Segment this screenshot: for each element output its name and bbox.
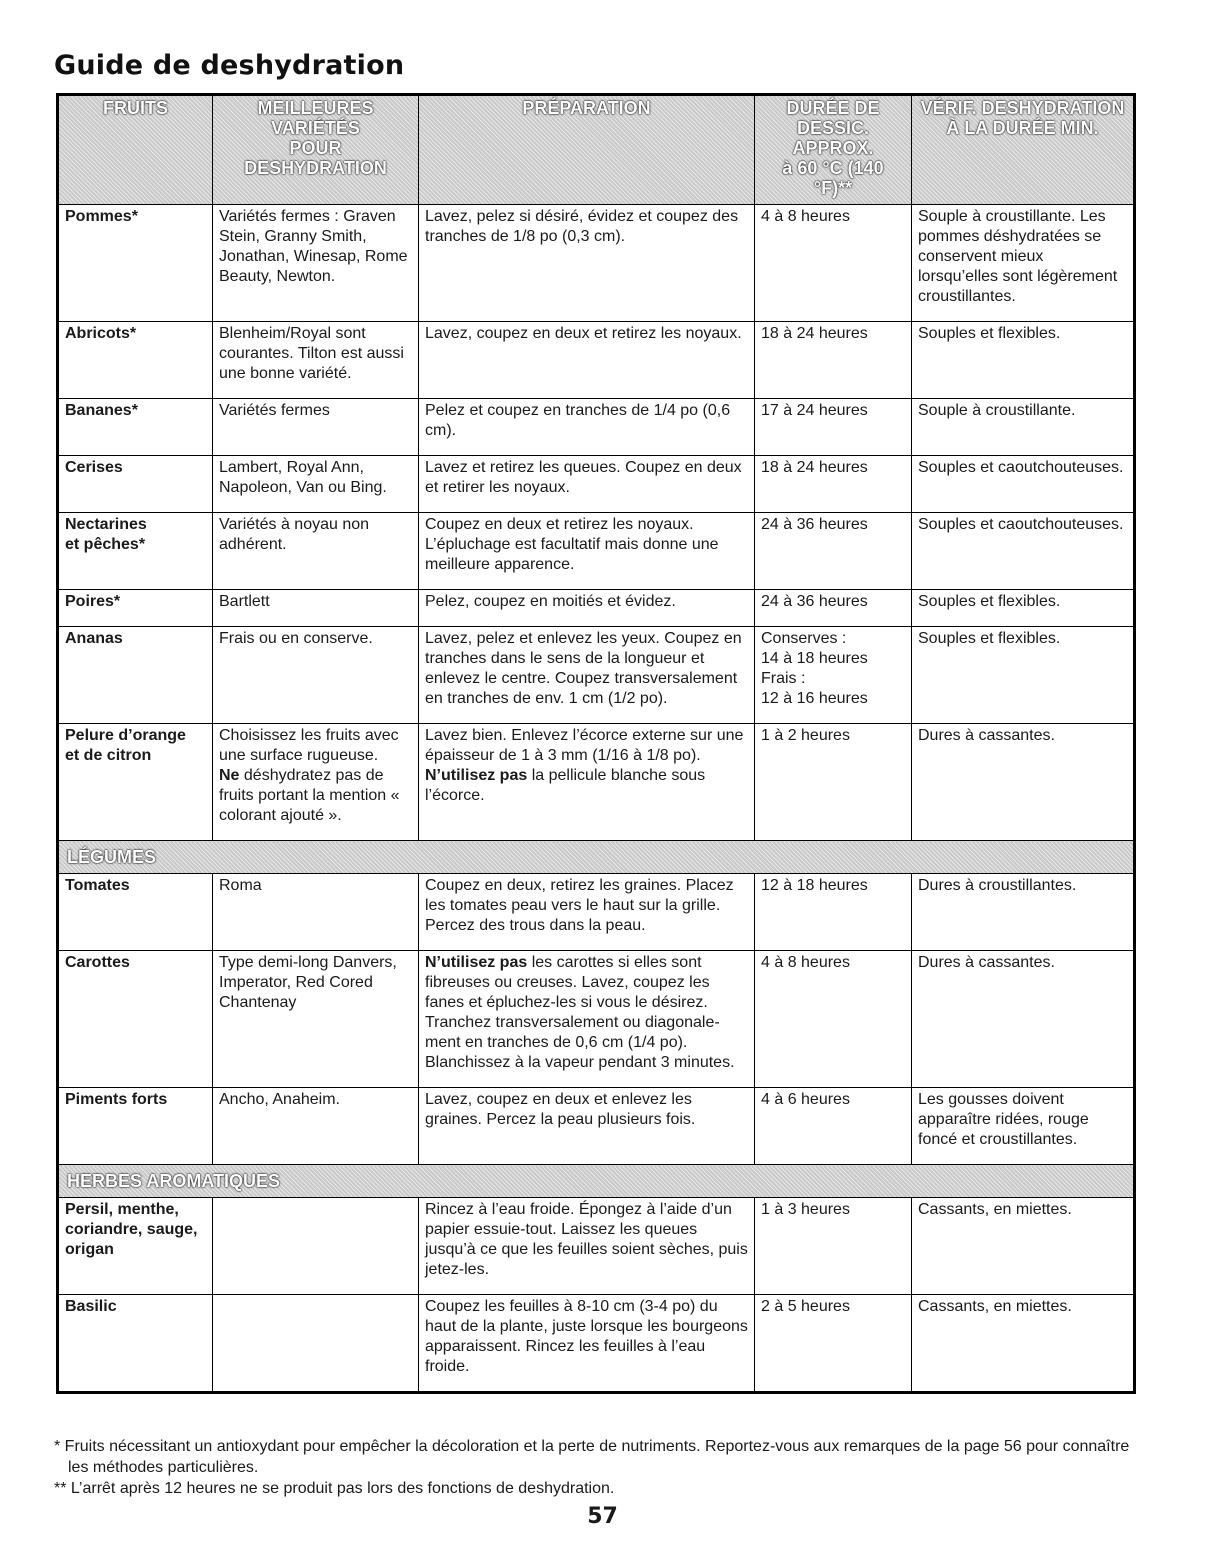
- row-duree: 24 à 36 heures: [755, 513, 912, 590]
- row-duree: 4 à 6 heures: [755, 1088, 912, 1165]
- row-duree: 12 à 18 heures: [755, 874, 912, 951]
- row-verification: Souples et flexibles.: [912, 590, 1135, 627]
- row-varietes: Bartlett: [213, 590, 419, 627]
- section-row-herbes: [58, 1165, 1135, 1198]
- row-varietes: [213, 1198, 419, 1295]
- row-verification: Souples et flexibles.: [912, 322, 1135, 399]
- table-row: [58, 590, 1135, 627]
- row-verification: Cassants, en miettes.: [912, 1295, 1135, 1393]
- row-duree: 18 à 24 heures: [755, 322, 912, 399]
- row-preparation: Coupez les feuilles à 8-10 cm (3-4 po) du haut de la plante, juste lorsque les bourgeons apparaissent. Rincez les feuilles à l’eau froide.: [419, 1295, 755, 1393]
- row-preparation: Rincez à l’eau froide. Épongez à l’aide d’un papier essuie-tout. Laissez les queues jusqu’à ce que les feuilles soient sèches, puis jetez-les.: [419, 1198, 755, 1295]
- header-fruits: FRUITS: [58, 95, 213, 205]
- row-varietes: Lambert, Royal Ann, Napoleon, Van ou Bing.: [213, 456, 419, 513]
- row-name: Abricots*: [58, 322, 213, 399]
- header-verification: VÉRIF. DESHYDRATION À LA DURÉE MIN.: [912, 95, 1135, 205]
- row-verification: Souples et flexibles.: [912, 627, 1135, 724]
- table-row: [58, 1295, 1135, 1393]
- row-preparation: Lavez bien. Enlevez l’écorce externe sur une épaisseur de 1 à 3 mm (1/16 à 1/8 po). N’utilisez pas la pellicule blanche sous l’écorce.: [419, 724, 755, 841]
- table-row: [58, 399, 1135, 456]
- row-preparation: N’utilisez pas les carottes si elles sont fibreuses ou creuses. Lavez, coupez les fanes et épluchez-les si vous le désirez. Tranchez transversalement ou diagonale-ment en tranches de 0,6 cm (1/4 po). Blanchissez à la vapeur pendant 3 minutes.: [419, 951, 755, 1088]
- row-varietes: Type demi-long Danvers, Imperator, Red Cored Chantenay: [213, 951, 419, 1088]
- row-preparation: Lavez, pelez et enlevez les yeux. Coupez en tranches dans le sens de la longueur et enlevez le centre. Coupez transversalement en tranches de env. 1 cm (1/2 po).: [419, 627, 755, 724]
- dehydration-guide-table: [56, 93, 1136, 1394]
- row-name: Pelure d’orange et de citron: [58, 724, 213, 841]
- table-row: [58, 322, 1135, 399]
- row-name: Ananas: [58, 627, 213, 724]
- page-title: Guide de deshydration: [54, 50, 405, 81]
- row-verification: Souples et caoutchouteuses.: [912, 456, 1135, 513]
- page-number: 57: [587, 1504, 618, 1529]
- table-row: [58, 951, 1135, 1088]
- row-varietes: Variétés fermes: [213, 399, 419, 456]
- row-duree: 24 à 36 heures: [755, 590, 912, 627]
- row-verification: Dures à croustillantes.: [912, 874, 1135, 951]
- table-row: [58, 456, 1135, 513]
- row-name: Bananes*: [58, 399, 213, 456]
- row-verification: Dures à cassantes.: [912, 724, 1135, 841]
- row-name: Persil, menthe, coriandre, sauge, origan: [58, 1198, 213, 1295]
- row-preparation: Lavez et retirez les queues. Coupez en deux et retirer les noyaux.: [419, 456, 755, 513]
- row-preparation: Coupez en deux et retirez les noyaux. L’épluchage est facultatif mais donne une meilleure apparence.: [419, 513, 755, 590]
- footnote-arret: ** L’arrêt après 12 heures ne se produit pas lors des fonctions de deshydration.: [54, 1480, 615, 1497]
- row-duree: 18 à 24 heures: [755, 456, 912, 513]
- row-verification: Souple à croustillante.: [912, 399, 1135, 456]
- row-duree: 4 à 8 heures: [755, 951, 912, 1088]
- row-varietes: [213, 1295, 419, 1393]
- row-name: Piments forts: [58, 1088, 213, 1165]
- header-meilleures-varietes: MEILLEURES VARIÉTÉS POUR DESHYDRATION: [213, 95, 419, 205]
- table-row: [58, 627, 1135, 724]
- row-preparation: Pelez, coupez en moitiés et évidez.: [419, 590, 755, 627]
- row-verification: Souple à croustillante. Les pommes déshydratées se conservent mieux lorsqu’elles sont légèrement croustillantes.: [912, 205, 1135, 322]
- row-name: Basilic: [58, 1295, 213, 1393]
- row-preparation: Lavez, coupez en deux et retirez les noyaux.: [419, 322, 755, 399]
- row-varietes: Blenheim/Royal sont courantes. Tilton est aussi une bonne variété.: [213, 322, 419, 399]
- section-title: HERBES AROMATIQUES: [58, 1165, 1135, 1198]
- row-name: Pommes*: [58, 205, 213, 322]
- row-name: Nectarines et pêches*: [58, 513, 213, 590]
- row-name: Carottes: [58, 951, 213, 1088]
- row-name: Poires*: [58, 590, 213, 627]
- footnotes: [54, 1436, 1134, 1499]
- row-preparation: Lavez, coupez en deux et enlevez les graines. Percez la peau plusieurs fois.: [419, 1088, 755, 1165]
- row-name: Cerises: [58, 456, 213, 513]
- row-verification: Les gousses doivent apparaître ridées, rouge foncé et croustillantes.: [912, 1088, 1135, 1165]
- footnote-antioxydant: * Fruits nécessitant un antioxydant pour empêcher la décoloration et la perte de nutriments. Reportez-vous aux remarques de la page 56 pour connaître les méthodes particulières.: [54, 1438, 1130, 1476]
- row-verification: Souples et caoutchouteuses.: [912, 513, 1135, 590]
- row-duree: 1 à 2 heures: [755, 724, 912, 841]
- row-varietes: Roma: [213, 874, 419, 951]
- row-varietes: Ancho, Anaheim.: [213, 1088, 419, 1165]
- row-preparation: Pelez et coupez en tranches de 1/4 po (0,6 cm).: [419, 399, 755, 456]
- row-duree: Conserves : 14 à 18 heures Frais : 12 à 16 heures: [755, 627, 912, 724]
- table-header-row: [58, 95, 1135, 205]
- table-row: [58, 513, 1135, 590]
- row-duree: 17 à 24 heures: [755, 399, 912, 456]
- row-verification: Cassants, en miettes.: [912, 1198, 1135, 1295]
- row-name: Tomates: [58, 874, 213, 951]
- row-duree: 2 à 5 heures: [755, 1295, 912, 1393]
- section-title: LÉGUMES: [58, 841, 1135, 874]
- table-row: [58, 205, 1135, 322]
- row-verification: Dures à cassantes.: [912, 951, 1135, 1088]
- row-varietes: Choisissez les fruits avec une surface rugueuse. Ne déshydratez pas de fruits portant la mention « colorant ajouté ».: [213, 724, 419, 841]
- row-varietes: Frais ou en conserve.: [213, 627, 419, 724]
- header-preparation: PRÉPARATION: [419, 95, 755, 205]
- row-varietes: Variétés à noyau non adhérent.: [213, 513, 419, 590]
- row-duree: 1 à 3 heures: [755, 1198, 912, 1295]
- row-duree: 4 à 8 heures: [755, 205, 912, 322]
- section-row-legumes: [58, 841, 1135, 874]
- table-row: [58, 1088, 1135, 1165]
- row-varietes: Variétés fermes : Graven Stein, Granny Smith, Jonathan, Winesap, Rome Beauty, Newton.: [213, 205, 419, 322]
- table-row: [58, 1198, 1135, 1295]
- header-duree: DURÉE DE DESSIC. APPROX. à 60 °C (140 °F)**: [755, 95, 912, 205]
- row-preparation: Lavez, pelez si désiré, évidez et coupez des tranches de 1/8 po (0,3 cm).: [419, 205, 755, 322]
- table-row: [58, 874, 1135, 951]
- table-row: [58, 724, 1135, 841]
- row-preparation: Coupez en deux, retirez les graines. Placez les tomates peau vers le haut sur la grille. Percez des trous dans la peau.: [419, 874, 755, 951]
